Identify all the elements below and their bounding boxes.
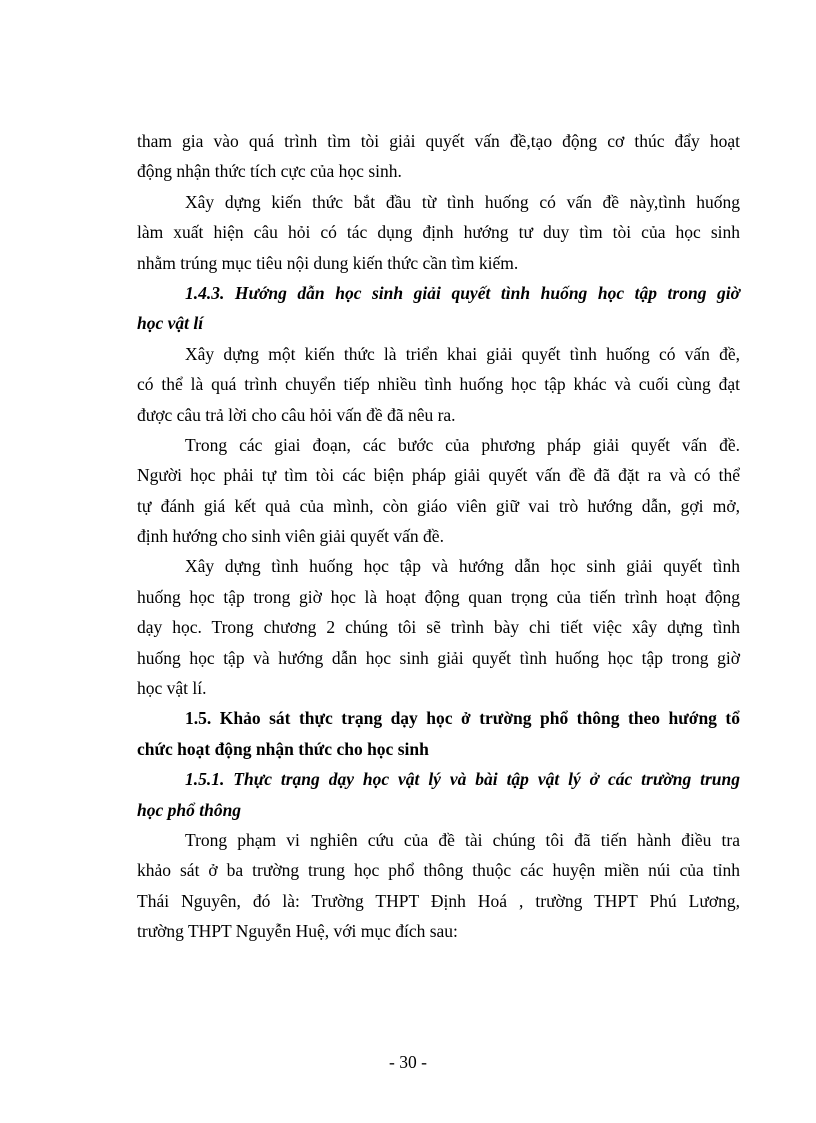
heading-line: học phổ thông [137, 799, 242, 820]
paragraph [137, 339, 740, 430]
text-line: Xây dựng một kiến thức là triển khai giải quyết tình huống có vấn đề, [185, 343, 740, 364]
text-line: học vật lí. [137, 678, 207, 699]
text-line: động nhận thức tích cực của học sinh. [137, 161, 402, 182]
text-line: trường THPT Nguyễn Huệ, với mục đích sau: [137, 921, 458, 942]
text-line: Người học phải tự tìm tòi các biện pháp giải quyết vấn đề đã đặt ra và có thể [137, 465, 740, 486]
section-heading-1-5 [137, 703, 740, 764]
paragraph [137, 825, 740, 947]
text-line: làm xuất hiện câu hỏi có tác dụng định hướng tư duy tìm tòi của học sinh [137, 222, 740, 243]
text-line: khảo sát ở ba trường trung học phổ thông thuộc các huyện miền núi của tỉnh [137, 860, 740, 881]
paragraph-continuation [137, 126, 740, 187]
text-line: định hướng cho sinh viên giải quyết vấn đề. [137, 526, 444, 547]
heading-line: 1.5. Khảo sát thực trạng dạy học ở trường phổ thông theo hướng tổ [185, 708, 740, 729]
text-line: tham gia vào quá trình tìm tòi giải quyết vấn đề,tạo động cơ thúc đẩy hoạt [137, 131, 740, 151]
text-line: Thái Nguyên, đó là: Trường THPT Định Hoá , trường THPT Phú Lương, [137, 890, 740, 911]
paragraph [137, 551, 740, 703]
text-line: huống học tập trong giờ học là hoạt động quan trọng của tiến trình hoạt động [137, 586, 740, 607]
text-line: tự đánh giá kết quả của mình, còn giáo viên giữ vai trò hướng dẫn, gợi mở, [137, 495, 740, 516]
heading-line: 1.5.1. Thực trạng dạy học vật lý và bài tập vật lý ở các trường trung [185, 769, 740, 790]
text-line: huống học tập và hướng dẫn học sinh giải quyết tình huống học tập trong giờ [137, 647, 740, 668]
text-line: Trong các giai đoạn, các bước của phương pháp giải quyết vấn đề. [185, 434, 740, 455]
text-line: Xây dựng kiến thức bắt đầu từ tình huống có vấn đề này,tình huống [185, 191, 740, 212]
section-heading-1-5-1 [137, 764, 740, 825]
section-heading-1-4-3 [137, 278, 740, 339]
page-number: - 30 - [389, 1052, 427, 1072]
paragraph [137, 430, 740, 552]
heading-line: học vật lí [137, 313, 204, 334]
text-line: có thể là quá trình chuyển tiếp nhiều tình huống học tập khác và cuối cùng đạt [137, 374, 740, 395]
heading-line: 1.4.3. Hướng dẫn học sinh giải quyết tình huống học tập trong giờ [185, 282, 740, 303]
text-line: Trong phạm vi nghiên cứu của đề tài chúng tôi đã tiến hành điều tra [185, 829, 740, 850]
text-line: được câu trả lời cho câu hỏi vấn đề đã nêu ra. [137, 404, 456, 425]
heading-line: chức hoạt động nhận thức cho học sinh [137, 738, 429, 759]
document-body [137, 126, 740, 947]
paragraph [137, 187, 740, 278]
text-line: Xây dựng tình huống học tập và hướng dẫn học sinh giải quyết tình [185, 556, 740, 577]
text-line: dạy học. Trong chương 2 chúng tôi sẽ trình bày chi tiết việc xây dựng tình [137, 617, 740, 638]
text-line: nhằm trúng mục tiêu nội dung kiến thức cần tìm kiếm. [137, 252, 519, 273]
